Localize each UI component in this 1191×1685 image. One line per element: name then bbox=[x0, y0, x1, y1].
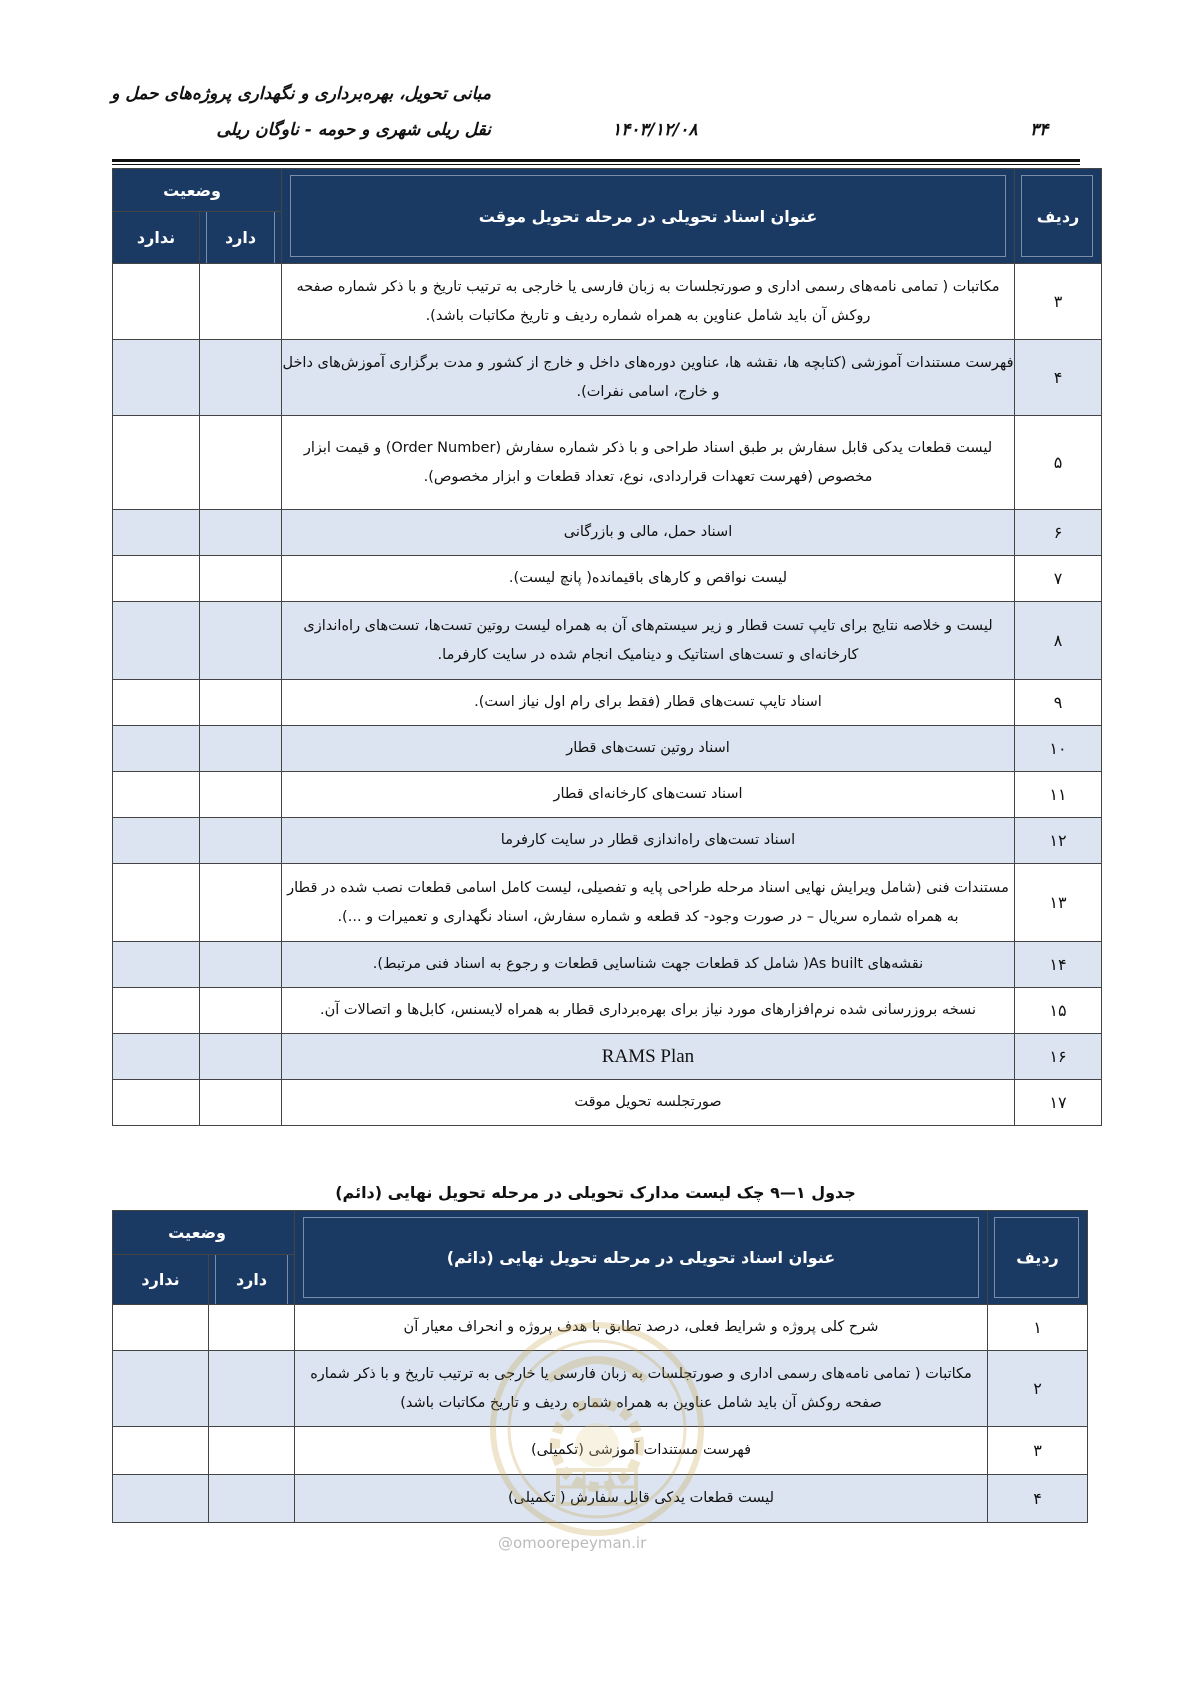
document-title-cell: اسناد تست‌های کارخانه‌ای قطار bbox=[282, 772, 1015, 818]
company-seal-watermark bbox=[488, 1320, 706, 1538]
document-title-cell: اسناد تست‌های راه‌اندازی قطار در سایت کارفرما bbox=[282, 818, 1015, 864]
col-title-header: عنوان اسناد تحویلی در مرحله تحویل موقت bbox=[282, 169, 1015, 264]
hasnot-checkbox-cell[interactable] bbox=[113, 416, 200, 510]
document-title-cell: فهرست مستندات آموزشی (تکمیلی) bbox=[295, 1427, 988, 1475]
has-checkbox-cell[interactable] bbox=[200, 416, 282, 510]
table-caption: جدول ۱—۹ چک لیست مدارک تحویلی در مرحله تحویل نهایی (دائم) bbox=[335, 1183, 856, 1202]
header-title-line2: نقل ریلی شهری و حومه - ناوگان ریلی bbox=[216, 120, 491, 140]
has-checkbox-cell[interactable] bbox=[200, 1080, 282, 1126]
document-title-cell: اسناد حمل، مالی و بازرگانی bbox=[282, 510, 1015, 556]
row-number: ۳ bbox=[1015, 264, 1102, 340]
row-number: ۵ bbox=[1015, 416, 1102, 510]
table-row bbox=[113, 818, 1102, 864]
table-row bbox=[113, 264, 1102, 340]
page-number: ۳۴ bbox=[1030, 120, 1049, 140]
col-row-header: ردیف bbox=[1015, 169, 1102, 264]
row-number: ۱۳ bbox=[1015, 864, 1102, 942]
hasnot-checkbox-cell[interactable] bbox=[113, 1427, 209, 1475]
hasnot-checkbox-cell[interactable] bbox=[113, 264, 200, 340]
col-hasnot-header-2: ندارد bbox=[113, 1255, 209, 1305]
document-title-cell: لیست قطعات یدکی قابل سفارش ( تکمیلی) bbox=[295, 1475, 988, 1523]
table-row bbox=[113, 416, 1102, 510]
table-row bbox=[113, 556, 1102, 602]
hasnot-checkbox-cell[interactable] bbox=[113, 680, 200, 726]
has-checkbox-cell[interactable] bbox=[200, 942, 282, 988]
has-checkbox-cell[interactable] bbox=[209, 1351, 295, 1427]
document-title-cell: RAMS Plan bbox=[282, 1034, 1015, 1080]
at-icon: @ bbox=[498, 1534, 513, 1552]
hasnot-checkbox-cell[interactable] bbox=[113, 1080, 200, 1126]
row-number: ۱۱ bbox=[1015, 772, 1102, 818]
has-checkbox-cell[interactable] bbox=[200, 602, 282, 680]
row-number: ۱۴ bbox=[1015, 942, 1102, 988]
document-title-cell: صورتجلسه تحویل موقت bbox=[282, 1080, 1015, 1126]
table-row bbox=[113, 602, 1102, 680]
header-date: ۱۴۰۳/۱۲/۰۸ bbox=[612, 120, 698, 140]
hasnot-checkbox-cell[interactable] bbox=[113, 772, 200, 818]
hasnot-checkbox-cell[interactable] bbox=[113, 340, 200, 416]
col-title-header-2: عنوان اسناد تحویلی در مرحله تحویل نهایی (دائم) bbox=[295, 1211, 988, 1305]
row-number: ۳ bbox=[988, 1427, 1088, 1475]
document-title-cell: نسخه بروزرسانی شده نرم‌افزارهای مورد نیاز برای بهره‌برداری قطار به همراه لایسنس، کابل‌ها و اتصالات آن. bbox=[282, 988, 1015, 1034]
col-status-header-2: وضعیت bbox=[113, 1211, 295, 1255]
website-watermark: @omoorepeyman.ir bbox=[498, 1534, 647, 1552]
col-has-header: دارد bbox=[200, 212, 282, 264]
row-number: ۱۶ bbox=[1015, 1034, 1102, 1080]
row-number: ۴ bbox=[988, 1475, 1088, 1523]
has-checkbox-cell[interactable] bbox=[200, 340, 282, 416]
has-checkbox-cell[interactable] bbox=[200, 864, 282, 942]
table-row bbox=[113, 772, 1102, 818]
hasnot-checkbox-cell[interactable] bbox=[113, 1034, 200, 1080]
document-title-cell: مکاتبات ( تمامی نامه‌های رسمی اداری و صورتجلسات به زبان فارسی یا خارجی به ترتیب تاریخ و با ذکر شماره صفحه روکش آن باید شامل عناوین به همراه شماره ردیف و تاریخ مکاتبات باشد) bbox=[295, 1351, 988, 1427]
row-number: ۱۷ bbox=[1015, 1080, 1102, 1126]
hasnot-checkbox-cell[interactable] bbox=[113, 864, 200, 942]
has-checkbox-cell[interactable] bbox=[200, 264, 282, 340]
col-has-header-2: دارد bbox=[209, 1255, 295, 1305]
header-rule-thin bbox=[112, 164, 1080, 165]
table-row bbox=[113, 726, 1102, 772]
has-checkbox-cell[interactable] bbox=[200, 1034, 282, 1080]
has-checkbox-cell[interactable] bbox=[200, 818, 282, 864]
document-title-cell: فهرست مستندات آموزشی (کتابچه ها، نقشه ها، عناوین دوره‌های داخل و خارج از کشور و مدت برگزاری آموزش‌های داخل و خارج، اسامی نفرات). bbox=[282, 340, 1015, 416]
hasnot-checkbox-cell[interactable] bbox=[113, 556, 200, 602]
header-title-line1: مبانی تحویل، بهره‌برداری و نگهداری پروژه‌های حمل و bbox=[111, 84, 491, 104]
has-checkbox-cell[interactable] bbox=[200, 988, 282, 1034]
row-number: ۲ bbox=[988, 1351, 1088, 1427]
table-row bbox=[113, 340, 1102, 416]
document-title-cell: لیست نواقص و کارهای باقیمانده( پانچ لیست). bbox=[282, 556, 1015, 602]
has-checkbox-cell[interactable] bbox=[209, 1427, 295, 1475]
document-title-cell: لیست قطعات یدکی قابل سفارش بر طبق اسناد طراحی و با ذکر شماره سفارش (Order Number) و قیمت ابزار مخصوص (فهرست تعهدات قراردادی، نوع، تعداد قطعات و ابزار مخصوص). bbox=[282, 416, 1015, 510]
document-title-cell: مستندات فنی (شامل ویرایش نهایی اسناد مرحله طراحی پایه و تفصیلی، لیست کامل اسامی قطعات نصب شده در قطار به همراه شماره سریال – در صورت وجود- کد قطعه و شماره سفارش، اسناد نگهداری و تعمیرات و ...). bbox=[282, 864, 1015, 942]
row-number: ۸ bbox=[1015, 602, 1102, 680]
document-title-cell: شرح کلی پروژه و شرایط فعلی، درصد تطابق با هدف پروژه و انحراف معیار آن bbox=[295, 1305, 988, 1351]
table-row bbox=[113, 680, 1102, 726]
table-row bbox=[113, 988, 1102, 1034]
has-checkbox-cell[interactable] bbox=[200, 680, 282, 726]
hasnot-checkbox-cell[interactable] bbox=[113, 726, 200, 772]
row-number: ۱۰ bbox=[1015, 726, 1102, 772]
document-title-cell: لیست و خلاصه نتایج برای تایپ تست قطار و زیر سیستم‌های آن به همراه لیست روتین تست‌ها، تست‌های راه‌اندازی کارخانه‌ای و تست‌های استاتیک و دینامیک انجام شده در سایت کارفرما. bbox=[282, 602, 1015, 680]
row-number: ۱۵ bbox=[1015, 988, 1102, 1034]
document-title-cell: مکاتبات ( تمامی نامه‌های رسمی اداری و صورتجلسات به زبان فارسی یا خارجی به ترتیب تاریخ و با ذکر شماره صفحه روکش آن باید شامل عناوین به همراه شماره ردیف و تاریخ مکاتبات باشد). bbox=[282, 264, 1015, 340]
row-number: ۷ bbox=[1015, 556, 1102, 602]
document-title-cell: اسناد روتین تست‌های قطار bbox=[282, 726, 1015, 772]
hasnot-checkbox-cell[interactable] bbox=[113, 818, 200, 864]
hasnot-checkbox-cell[interactable] bbox=[113, 510, 200, 556]
hasnot-checkbox-cell[interactable] bbox=[113, 602, 200, 680]
has-checkbox-cell[interactable] bbox=[209, 1475, 295, 1523]
col-status-header: وضعیت bbox=[113, 169, 282, 212]
table-row bbox=[113, 510, 1102, 556]
hasnot-checkbox-cell[interactable] bbox=[113, 1475, 209, 1523]
row-number: ۶ bbox=[1015, 510, 1102, 556]
col-row-header-2: ردیف bbox=[988, 1211, 1088, 1305]
table-row bbox=[113, 942, 1102, 988]
table-row bbox=[113, 1034, 1102, 1080]
table-row bbox=[113, 864, 1102, 942]
hasnot-checkbox-cell[interactable] bbox=[113, 942, 200, 988]
document-title-cell: نقشه‌های As built( شامل کد قطعات جهت شناسایی قطعات و رجوع به اسناد فنی مرتبط). bbox=[282, 942, 1015, 988]
has-checkbox-cell[interactable] bbox=[200, 510, 282, 556]
document-title-cell: اسناد تایپ تست‌های قطار (فقط برای رام اول نیاز است). bbox=[282, 680, 1015, 726]
row-number: ۹ bbox=[1015, 680, 1102, 726]
provisional-delivery-table bbox=[112, 168, 1102, 1126]
has-checkbox-cell[interactable] bbox=[200, 726, 282, 772]
row-number: ۱ bbox=[988, 1305, 1088, 1351]
table-row bbox=[113, 1080, 1102, 1126]
hasnot-checkbox-cell[interactable] bbox=[113, 1305, 209, 1351]
hasnot-checkbox-cell[interactable] bbox=[113, 1351, 209, 1427]
has-checkbox-cell[interactable] bbox=[200, 772, 282, 818]
has-checkbox-cell[interactable] bbox=[200, 556, 282, 602]
hasnot-checkbox-cell[interactable] bbox=[113, 988, 200, 1034]
row-number: ۱۲ bbox=[1015, 818, 1102, 864]
header-rule bbox=[112, 159, 1080, 162]
row-number: ۴ bbox=[1015, 340, 1102, 416]
has-checkbox-cell[interactable] bbox=[209, 1305, 295, 1351]
col-hasnot-header: ندارد bbox=[113, 212, 200, 264]
